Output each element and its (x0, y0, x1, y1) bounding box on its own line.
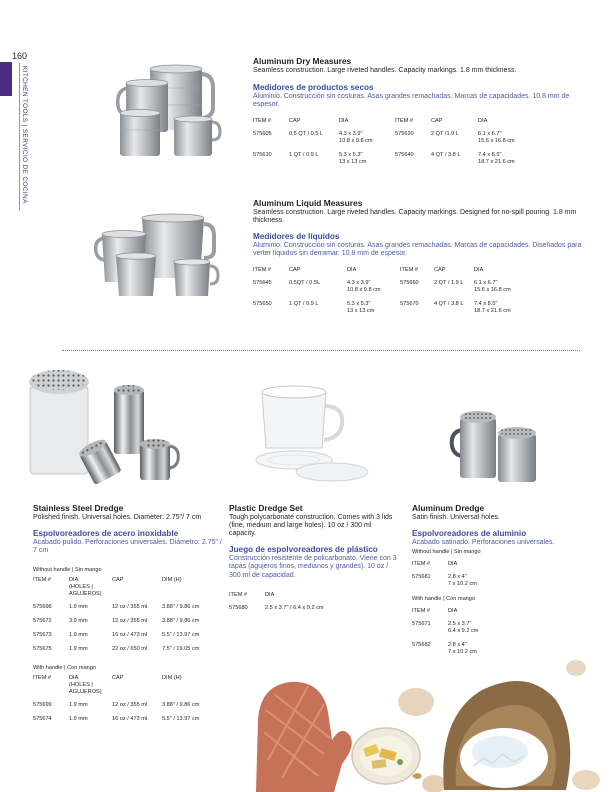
item-number: 575645 (253, 280, 272, 287)
plastic-dredge-title-es: Juego de espolvoreadores de plástico (229, 545, 378, 555)
hole-diameter: 1.9 mm (69, 715, 88, 722)
item-number: 575620 (395, 131, 414, 138)
col-dia: DIA (474, 267, 484, 274)
stainless-dredge-title-es: Espolvoreadores de acero inoxidable (33, 528, 179, 538)
diameter (339, 131, 395, 152)
item-number: 575674 (33, 715, 52, 722)
item-number: 575671 (412, 620, 431, 627)
table-header-row (253, 118, 538, 131)
diameter-in: 2.5 x 3.7" (448, 620, 472, 627)
dry-measures-table (253, 118, 538, 166)
hole-diameter: 1.9 mm (69, 604, 88, 611)
hole-diameter: 1.9 mm (69, 645, 88, 652)
diameter-in: 2.8 x 4" (448, 641, 467, 648)
table-row (33, 632, 214, 646)
col-dia: DIA (339, 118, 349, 125)
stainless-dredge-section (33, 504, 223, 723)
section-divider (62, 350, 580, 351)
item-number: 575682 (412, 641, 431, 648)
aluminum-dredge-description: Satin finish. Universal holes. (412, 513, 500, 521)
capacity: 2 QT / 1.9 L (434, 280, 464, 287)
table-row (33, 618, 214, 632)
col-cap: CAP (289, 118, 301, 125)
item-number: 575605 (253, 131, 272, 138)
dry-measures-image (78, 60, 228, 170)
item-number: 575650 (253, 301, 272, 308)
diameter-cm: 6.4 x 9.2 cm (448, 627, 479, 634)
diameter-cm: 13 x 13 cm (347, 308, 375, 315)
diameter-in: 5.3 x 5.3" (339, 152, 363, 159)
diameter-cm: 18.7 x 21.6 cm (474, 308, 511, 315)
height: 5.5" / 13.97 cm (162, 715, 200, 722)
table-row (412, 621, 508, 642)
diameter: 2.5 x 3.7" / 6.4 x 9.2 cm (265, 604, 324, 611)
plastic-dredge-section (229, 504, 399, 612)
col-item: ITEM # (412, 607, 431, 614)
col-item: ITEM # (229, 591, 248, 598)
diameter (474, 280, 534, 301)
diameter-in: 2.8 x 4" (448, 573, 467, 580)
item-number: 575660 (400, 280, 419, 287)
capacity: 4 QT / 3.8 L (434, 301, 464, 308)
stainless-dredge-title: Stainless Steel Dredge (33, 503, 124, 513)
height: 5.5" / 13.97 cm (162, 632, 200, 638)
dry-measures-description: Seamless construction. Large riveted handles. Capacity markings. 1.8 mm thickness. (253, 66, 517, 74)
item-number: 575672 (33, 618, 52, 625)
diameter-cm: 7 x 10.2 cm (448, 648, 477, 655)
with-handle-label: With handle | Con mango (33, 664, 97, 671)
plastic-dredge-table (229, 592, 375, 612)
height: 3.88" / 9.86 cm (162, 604, 200, 611)
table-row (253, 301, 534, 315)
aluminum-dredge-image (440, 400, 550, 490)
plastic-dredge-image (254, 382, 374, 492)
col-cap: CAP (112, 674, 124, 681)
height: 3.88" / 9.86 cm (162, 701, 200, 708)
col-item: ITEM # (33, 577, 52, 584)
diameter (339, 152, 395, 166)
col-cap: CAP (112, 577, 124, 584)
without-handle-label: Without handle | Sin mango (412, 548, 481, 555)
table-row (33, 646, 214, 653)
diameter-in: 4.3 x 3.9" (339, 131, 363, 138)
col-cap: CAP (431, 118, 443, 125)
col-item: ITEM # (253, 267, 272, 274)
col-dia (69, 577, 112, 604)
table-header-row (33, 577, 214, 604)
table-row (33, 604, 214, 618)
col-dia-label: DIA (69, 674, 79, 681)
stainless-dredge-image (26, 368, 186, 488)
dry-measures-description-es: Aluminio. Construcción sin costuras. Asas grandes remachadas. Marcas de capacidades. 10.8 mm de espesor. (253, 92, 570, 108)
col-dia-sub: AGUJEROS) (69, 688, 102, 695)
col-dia (69, 675, 112, 702)
plastic-dredge-description: Tough polycarbonate construction. Comes with 3 lids (fine, medium and large holes). 10 oz / 300 ml capacity. (229, 513, 393, 538)
capacity: 1 QT / 0.9 L (289, 301, 319, 308)
table-row (412, 574, 508, 588)
dry-measures-title-es: Medidores de productos secos (253, 82, 374, 92)
capacity: 12 oz / 355 ml (112, 701, 148, 708)
table-row (33, 702, 214, 716)
dry-measures-title: Aluminum Dry Measures (253, 56, 352, 66)
capacity: 22 oz / 650 ml (112, 645, 148, 652)
capacity: 4 QT / 3.8 L (431, 152, 461, 159)
col-item: ITEM # (395, 118, 414, 125)
liquid-measures-title: Aluminum Liquid Measures (253, 198, 363, 208)
col-dia: DIA (347, 267, 357, 274)
height: 3.88" / 9.86 cm (162, 618, 200, 625)
diameter-cm: 10.8 x 9.8 cm (347, 287, 381, 294)
item-number: 575699 (33, 701, 52, 708)
watercolor-illustration (238, 660, 612, 792)
liquid-measures-title-es: Medidores de líquidos (253, 232, 340, 242)
liquid-measures-image (76, 208, 226, 308)
dry-measures-section (253, 57, 583, 166)
without-handle-label: Without handle | Sin mango (33, 567, 102, 574)
diameter-in: 7.4 x 8.5" (474, 301, 498, 308)
col-cap: CAP (434, 267, 446, 274)
col-dim: DIM (H) (162, 577, 182, 584)
capacity: 12 oz / 355 ml (112, 618, 148, 625)
with-handle-label: With handle | Con mango (412, 595, 476, 602)
col-dia: DIA (265, 591, 275, 598)
table-header-row (33, 675, 214, 702)
table-row (229, 605, 375, 612)
diameter (478, 131, 538, 152)
liquid-measures-table (253, 267, 534, 315)
col-cap: CAP (289, 267, 301, 274)
capacity: 2 QT /1.9 L (431, 131, 459, 138)
aluminum-dredge-table-handle (412, 608, 508, 656)
item-number: 575610 (253, 152, 272, 159)
col-dia: DIA (478, 118, 488, 125)
capacity: 16 oz / 473 ml (112, 715, 148, 722)
table-row (33, 716, 214, 723)
plastic-dredge-title: Plastic Dredge Set (229, 503, 303, 513)
diameter (347, 301, 400, 315)
diameter (347, 280, 400, 301)
col-item: ITEM # (400, 267, 419, 274)
item-number: 575673 (33, 632, 52, 638)
stainless-dredge-table-handle (33, 675, 214, 723)
diameter (448, 621, 508, 642)
item-number: 575640 (395, 152, 414, 159)
table-row (253, 280, 534, 301)
aluminum-dredge-description-es: Acabado satinado. Perforaciones universales. (412, 538, 555, 546)
height: 7.5" / 19.05 cm (162, 645, 200, 652)
diameter-cm: 7 x 10.2 cm (448, 580, 477, 587)
col-dia-label: DIA (69, 577, 79, 584)
plastic-dredge-description-es: Construcción resistente de policarbonato. Viene con 3 tapas (agujeros finos, medianos y grandes). 10 oz / 300 ml de capacidad. (229, 555, 397, 579)
col-dia-sub: (HOLES | (69, 681, 93, 688)
liquid-measures-description-es: Aluminio. Construcción sin costuras. Asas grandes remachadas. Marcas de capacidades. Diseñados para verter líquidos sin derramar. 10.8 mm de espesor. (253, 241, 582, 258)
diameter-in: 4.3 x 3.9" (347, 280, 371, 287)
table-row (253, 131, 538, 152)
diameter-cm: 15.6 x 16.8 cm (478, 138, 515, 145)
diameter (448, 642, 508, 656)
col-dia-sub: (HOLES | (69, 584, 93, 591)
section-label: KITCHEN TOOLS | SERVICIO DE COCINA (21, 66, 28, 204)
col-dim: DIM (H) (162, 674, 182, 681)
col-dia: DIA (448, 560, 458, 567)
diameter (474, 301, 534, 315)
item-number: 575681 (412, 573, 431, 580)
section-color-tab (0, 62, 12, 96)
aluminum-dredge-section (412, 504, 562, 656)
diameter-cm: 18.7 x 21.6 cm (478, 159, 515, 166)
col-item: ITEM # (33, 674, 52, 681)
capacity: 16 oz / 473 ml (112, 632, 148, 638)
col-dia: DIA (448, 607, 458, 614)
table-header-row (253, 267, 534, 280)
aluminum-dredge-title: Aluminum Dredge (412, 503, 485, 513)
table-row (253, 152, 538, 166)
col-dia-sub: AGUJEROS) (69, 591, 102, 598)
stainless-dredge-table-no-handle (33, 577, 214, 653)
capacity: 12 oz / 355 ml (112, 604, 148, 611)
diameter-cm: 13 x 13 cm (339, 159, 367, 166)
aluminum-dredge-title-es: Espolvoreadores de aluminio (412, 528, 527, 538)
table-header-row (412, 608, 508, 621)
diameter (478, 152, 538, 166)
col-item: ITEM # (253, 118, 272, 125)
liquid-measures-description: Seamless construction. Large riveted handles. Capacity markings. Designed for no-spill pouring. 1.8 mm thickness. (253, 208, 577, 224)
stainless-dredge-description-es: Acabado pulido. Perforaciones universales. Diámetro: 2.75" / 7 cm (33, 538, 222, 554)
diameter (448, 574, 508, 588)
table-header-row (229, 592, 375, 605)
table-row (412, 642, 508, 656)
capacity: 1 QT / 0.9 L (289, 152, 319, 159)
diameter-cm: 15.6 x 16.8 cm (474, 287, 511, 294)
diameter-in: 6.1 x 6.7" (474, 280, 498, 287)
diameter-in: 7.4 x 8.5" (478, 152, 502, 159)
capacity: 0.5QT / 0.5L (289, 280, 320, 287)
item-number: 575680 (229, 604, 248, 611)
diameter-cm: 10.8 x 9.8 cm (339, 138, 373, 145)
liquid-measures-section (253, 199, 583, 315)
capacity: 0.5 QT / 0.5 L (289, 131, 324, 138)
diameter-in: 6.1 x 6.7" (478, 131, 502, 138)
item-number: 575670 (400, 301, 419, 308)
aluminum-dredge-table-no-handle (412, 561, 508, 588)
hole-diameter: 1.9 mm (69, 701, 88, 708)
table-header-row (412, 561, 508, 574)
hole-diameter: 1.9 mm (69, 632, 88, 638)
diameter-in: 5.3 x 5.3" (347, 301, 371, 308)
item-number: 575675 (33, 645, 52, 652)
col-item: ITEM # (412, 560, 431, 567)
page-number: 160 (12, 51, 28, 61)
item-number: 575698 (33, 604, 52, 611)
stainless-dredge-description: Polished finish. Universal holes. Diameter: 2.75"/ 7 cm (33, 513, 202, 521)
hole-diameter: 3.9 mm (69, 618, 88, 625)
